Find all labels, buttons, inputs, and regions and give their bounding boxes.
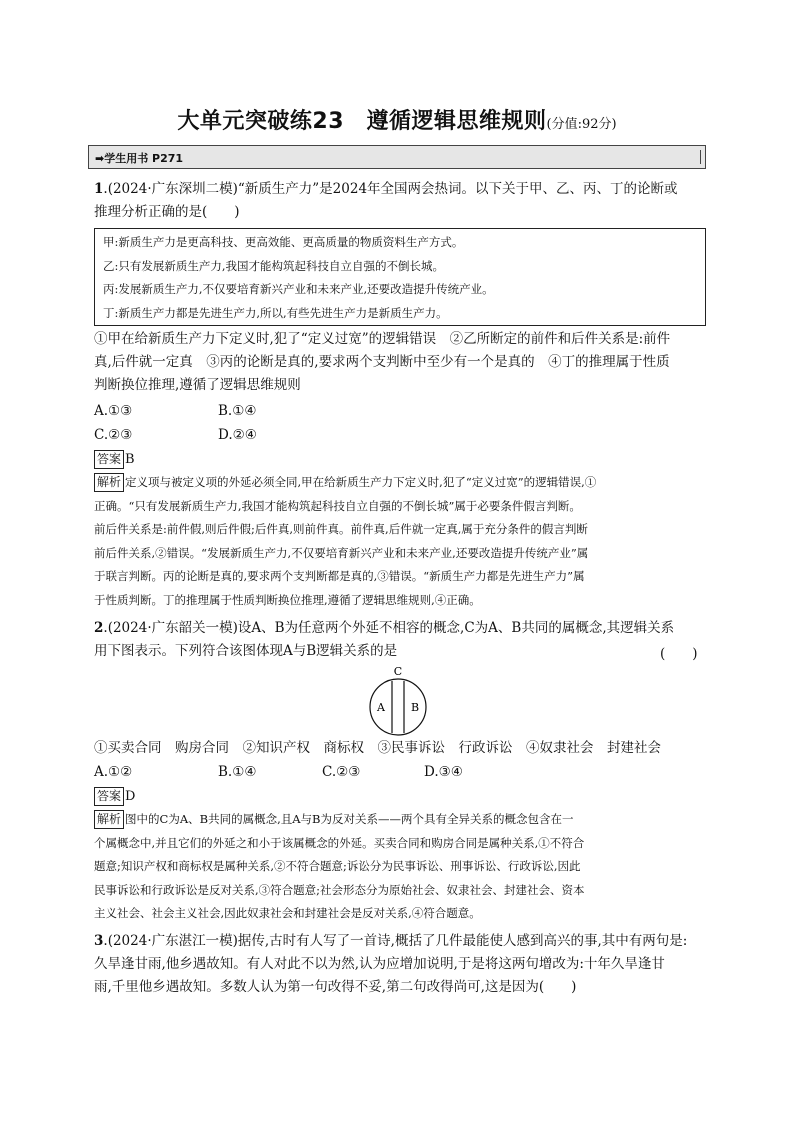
choice-b: B.①④ [218,403,257,419]
stem-line: .(2024·广东湛江一模)据传,古时有人写了一首诗,概括了几件最能使人感到高兴的事,其中有两句是: [103,933,688,949]
choice-a: A.①③ [94,403,133,419]
statement-bing: 丙:发展新质生产力,不仅要培育新兴产业和未来产业,还要改造提升传统产业。 [103,282,494,296]
question-number: 3 [94,933,104,949]
choice-c: C.②③ [322,764,361,780]
choice-b: B.①④ [218,764,257,780]
concept-diagram [367,665,429,737]
question-2-items [94,737,706,760]
banner-label: ➡学生用书 P271 [95,152,184,165]
analysis-line: 前后件关系是:前件假,则后件假;后件真,则前件真。前件真,后件就一定真,属于充分条件的假言判断 [94,522,588,536]
statement-ding: 丁:新质生产力都是先进生产力,所以,有些先进生产力是新质生产力。 [103,305,448,320]
analysis-line: 民事诉讼和行政诉讼是反对关系,③符合题意;社会形态分为原始社会、奴隶社会、封建社会、资本 [94,882,585,897]
answer-tag: 答案 [94,787,124,806]
stem-line: .(2024·广东深圳二模)“新质生产力”是2024年全国两会热词。以下关于甲、乙、丙、丁的论断或 [103,181,678,197]
answer-parentheses: ( ) [660,646,698,662]
stem-line: 用下图表示。下列符合该图体现A与B逻辑关系的是 [94,643,398,659]
stem-line: 推理分析正确的是( ) [94,204,240,220]
score-note: (分值:92分) [546,117,617,132]
page-title [0,104,794,135]
analysis-line: 于性质判断。丁的推理属于性质判断换位推理,遵循了逻辑思维规则,④正确。 [94,592,481,607]
analysis-line: 主义社会、社会主义社会,因此奴隶社会和封建社会是反对关系,④符合题意。 [94,906,481,920]
question-1-stem [94,178,706,224]
analysis-tag: 解析 [94,473,124,492]
statement-box [94,228,706,326]
choice-a: A.①② [94,764,133,780]
item-line: ①甲在给新质生产力下定义时,犯了“定义过宽”的逻辑错误 ②乙所断定的前件和后件关系是:前件 [94,331,671,347]
analysis-line: 定义项与被定义项的外延必须全同,甲在给新质生产力下定义时,犯了“定义过宽”的逻辑错误,① [125,475,597,489]
answer-2 [94,787,135,807]
question-number: 1 [94,181,104,197]
analysis-line: 图中的C为A、B共同的属概念,且A与B为反对关系——两个具有全异关系的概念包含在一 [125,812,574,826]
stem-line: 雨,千里他乡遇故知。多数人认为第一句改得不妥,第二句改得尚可,这是因为( ) [94,979,577,995]
answer-value: D [125,789,136,804]
stem-line: 久旱逢甘雨,他乡遇故知。有人对此不以为然,认为应增加说明,于是将这两句增改为:十年久旱逢甘 [94,956,665,972]
question-number: 2 [94,620,104,636]
item-line: ①买卖合同 购房合同 ②知识产权 商标权 ③民事诉讼 行政诉讼 ④奴隶社会 封建社会 [94,740,661,756]
answer-tag: 答案 [94,450,124,469]
question-2-stem [94,617,706,663]
choice-d: D.②④ [218,427,257,443]
statement-yi: 乙:只有发展新质生产力,我国才能构筑起科技自立自强的不倒长城。 [103,258,445,273]
analysis-2 [94,808,706,926]
item-line: 真,后件就一定真 ③丙的论断是真的,要求两个支判断中至少有一个是真的 ④丁的推理属于性质 [94,354,670,370]
choice-c: C.②③ [94,427,133,443]
analysis-1 [94,471,706,612]
analysis-tag: 解析 [94,810,124,829]
diagram-label-a: A [377,701,385,714]
analysis-line: 个属概念中,并且它们的外延之和小于该属概念的外延。买卖合同和购房合同是属种关系,①不符合 [94,835,585,850]
answer-value: B [125,452,135,467]
question-1-items [94,328,706,397]
statement-jia: 甲:新质生产力是更高科技、更高效能、更高质量的物质资料生产方式。 [103,235,464,249]
diagram-label-b: B [410,701,420,714]
stem-line: .(2024·广东韶关一模)设A、B为任意两个外延不相容的概念,C为A、B共同的属概念,其逻辑关系 [103,620,675,636]
analysis-line: 前后件关系,②错误。“发展新质生产力,不仅要培育新兴产业和未来产业,还要改造提升传统产业”属 [94,545,589,560]
question-3-stem [94,930,706,999]
choice-d: D.③④ [424,764,463,780]
analysis-line: 于联言判断。丙的论断是真的,要求两个支判断都是真的,③错误。“新质生产力都是先进生产力”属 [94,569,585,583]
title-text: 大单元突破练23 遵循逻辑思维规则 [177,109,547,134]
item-line: 判断换位推理,遵循了逻辑思维规则 [94,377,301,393]
analysis-line: 题意;知识产权和商标权是属种关系,②不符合题意;诉讼分为民事诉讼、刑事诉讼、行政诉讼,因此 [94,859,581,873]
answer-1 [94,450,135,470]
diagram-label-c: C [393,665,403,678]
analysis-line: 正确。“只有发展新质生产力,我国才能构筑起科技自立自强的不倒长城”属于必要条件假言判断。 [94,498,581,513]
student-book-banner [88,145,706,169]
